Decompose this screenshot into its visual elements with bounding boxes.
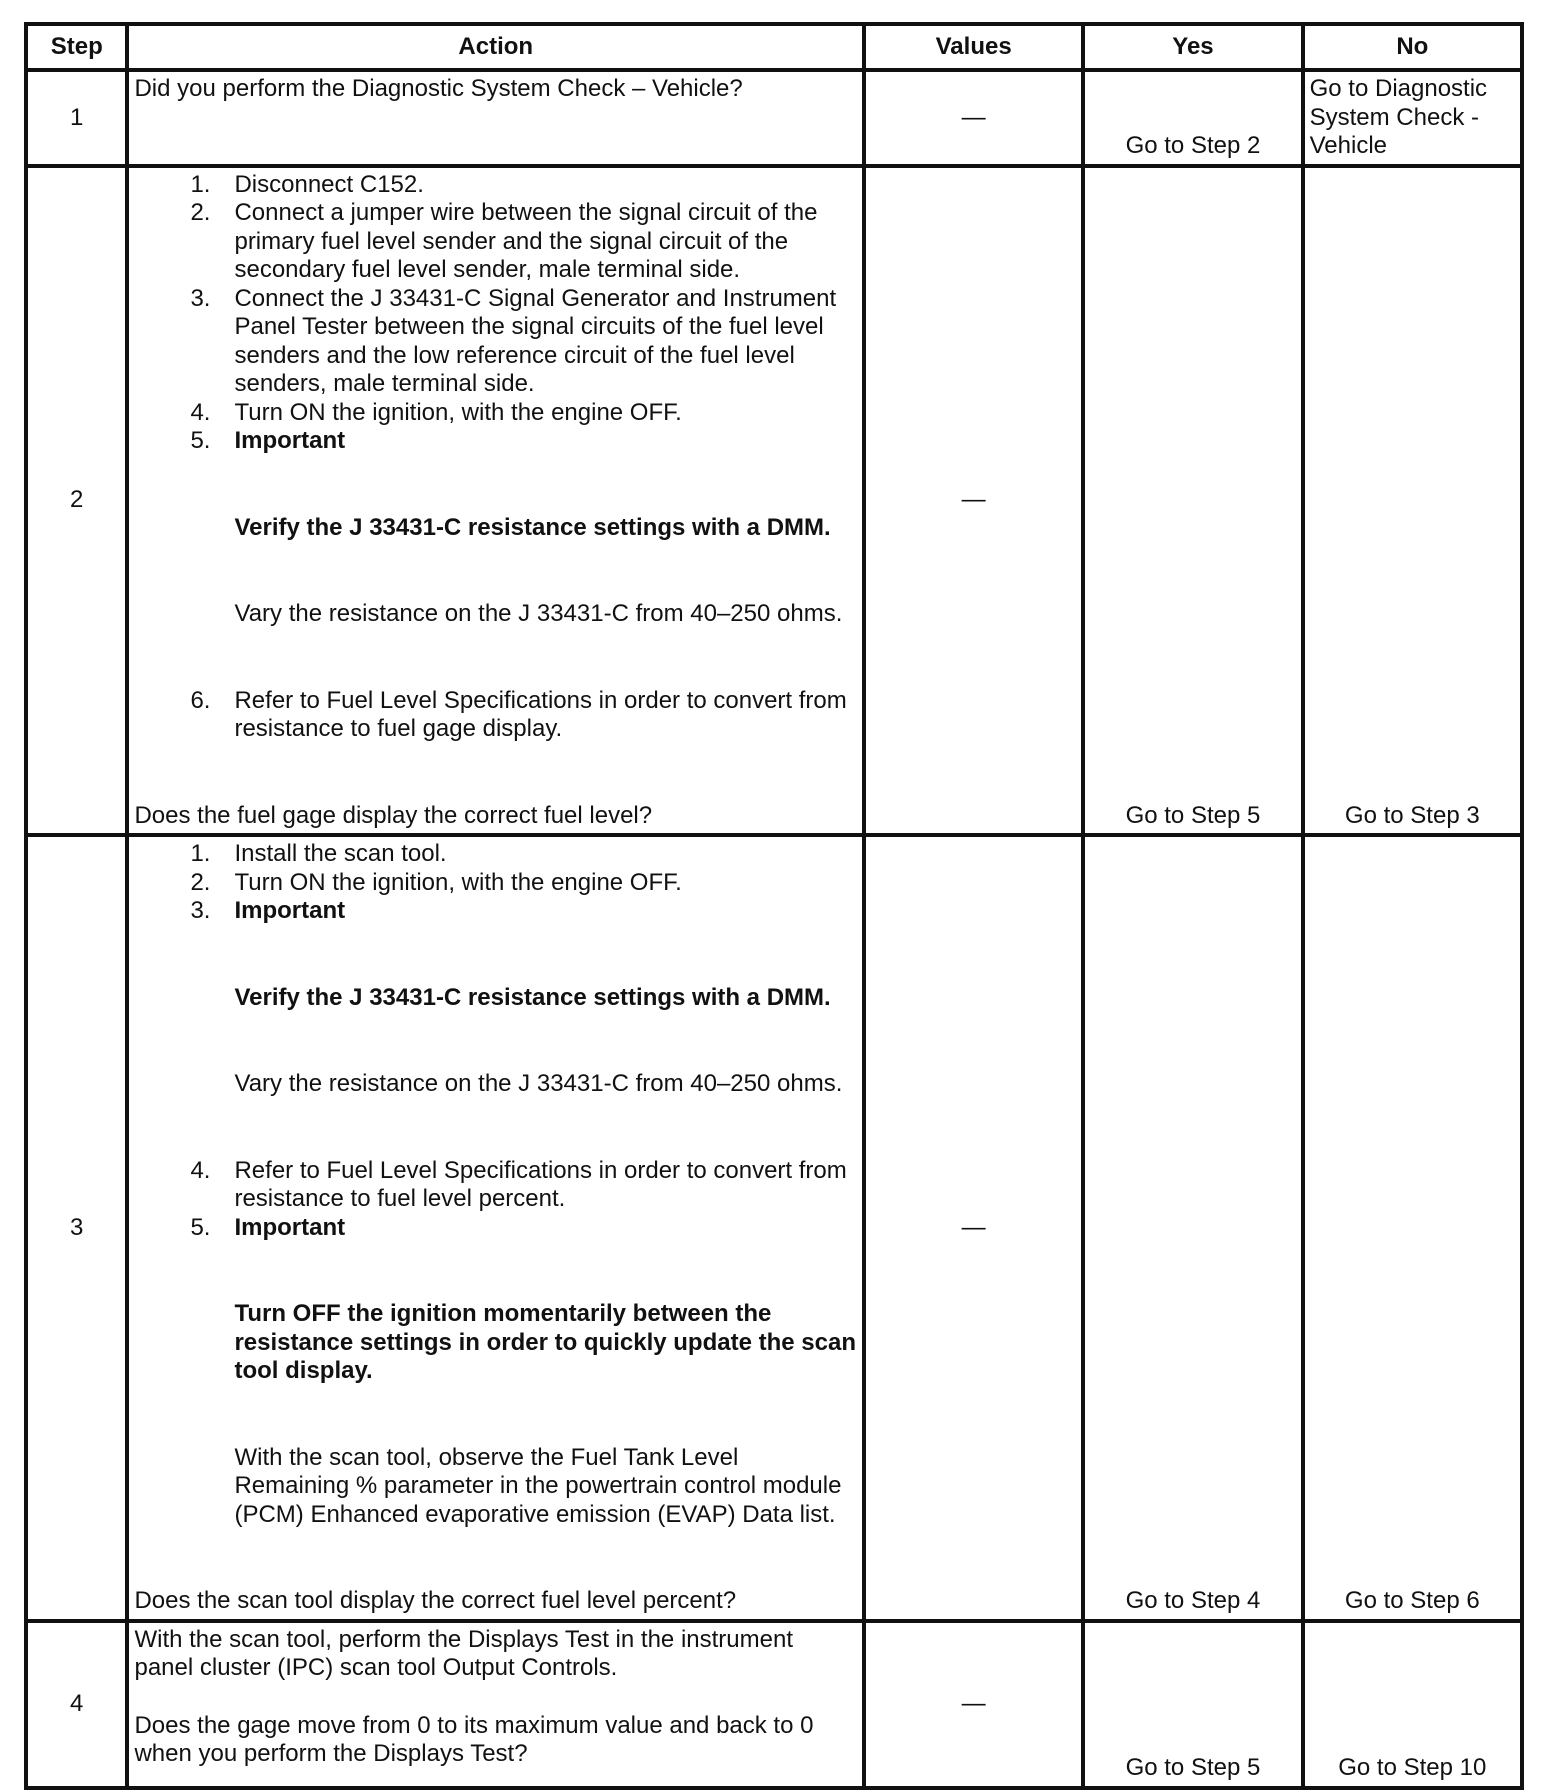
item-text: Turn ON the ignition, with the engine OFF. xyxy=(234,868,682,896)
item-text: Turn ON the ignition, with the engine OFF. xyxy=(234,398,682,426)
list-item xyxy=(134,1157,857,1214)
item-number: 3. xyxy=(190,897,211,924)
list-item xyxy=(134,687,857,744)
no-cell: Go to Step 10 xyxy=(1303,1621,1522,1788)
header-row xyxy=(26,24,1522,70)
item-number: 4. xyxy=(190,398,211,426)
action-cell xyxy=(127,166,864,836)
item-text: Refer to Fuel Level Specifications in order to convert from resistance to fuel gage display. xyxy=(234,686,847,742)
col-header-values: Values xyxy=(864,24,1083,70)
yes-cell: Go to Step 5 xyxy=(1083,1621,1302,1788)
col-header-no: No xyxy=(1303,24,1522,70)
step-number: 2 xyxy=(26,166,127,836)
item-number: 4. xyxy=(190,1156,211,1184)
yes-cell: Go to Step 5 xyxy=(1083,166,1302,836)
no-cell: Go to Diagnostic System Check - Vehicle xyxy=(1303,70,1522,166)
item-detail: Vary the resistance on the J 33431-C from 40–250 ohms. xyxy=(234,1070,843,1097)
item-number: 2. xyxy=(190,868,211,896)
no-cell: Go to Step 6 xyxy=(1303,835,1522,1621)
item-text: Connect the J 33431-C Signal Generator and Instrument Panel Tester between the signal circuits of the fuel level senders and the low reference circuit of the fuel level senders, male terminal side. xyxy=(234,284,837,397)
list-item xyxy=(134,285,857,399)
col-header-yes: Yes xyxy=(1083,24,1302,70)
yes-cell: Go to Step 2 xyxy=(1083,70,1302,166)
col-header-action: Action xyxy=(127,24,864,70)
action-text: Did you perform the Diagnostic System Check – Vehicle? xyxy=(134,75,743,102)
item-text: Disconnect C152. xyxy=(234,170,424,198)
action-cell xyxy=(127,835,864,1621)
values-cell: — xyxy=(864,70,1083,166)
question-text: Does the scan tool display the correct fuel level percent? xyxy=(134,1587,737,1614)
no-cell: Go to Step 3 xyxy=(1303,166,1522,836)
step-number: 3 xyxy=(26,835,127,1621)
item-number: 6. xyxy=(190,686,211,714)
list-item xyxy=(134,869,857,898)
action-cell xyxy=(127,1621,864,1788)
important-label: Important xyxy=(234,427,346,454)
item-number: 5. xyxy=(190,427,211,454)
item-number: 5. xyxy=(190,1213,211,1241)
item-detail: With the scan tool, observe the Fuel Tank Level Remaining % parameter in the powertrain control module (PCM) Enhanced evaporative emission (EVAP) Data list. xyxy=(234,1443,842,1528)
yes-cell: Go to Step 4 xyxy=(1083,835,1302,1621)
list-item xyxy=(134,399,857,428)
question-text: Does the gage move from 0 to its maximum value and back to 0 when you perform the Displays Test? xyxy=(134,1711,814,1767)
list-item xyxy=(134,171,857,200)
item-text: Connect a jumper wire between the signal circuit of the primary fuel level sender and the signal circuit of the secondary fuel level sender, male terminal side. xyxy=(234,199,818,283)
item-text: Refer to Fuel Level Specifications in order to convert from resistance to fuel level percent. xyxy=(234,1156,847,1212)
item-number: 1. xyxy=(190,840,211,867)
values-cell: — xyxy=(864,835,1083,1621)
step-number: 4 xyxy=(26,1621,127,1788)
list-item xyxy=(134,1214,857,1530)
list-item xyxy=(134,199,857,285)
important-label: Important xyxy=(234,1213,346,1241)
list-item xyxy=(134,427,857,687)
item-text: Install the scan tool. xyxy=(234,840,447,867)
important-label: Important xyxy=(234,897,346,924)
table-row-step-1 xyxy=(26,70,1522,166)
list-item xyxy=(134,897,857,1157)
important-note: Turn OFF the ignition momentarily between the resistance settings in order to quickly update the scan tool display. xyxy=(234,1300,856,1384)
question-text: Does the fuel gage display the correct fuel level? xyxy=(134,801,653,829)
action-cell xyxy=(127,70,864,166)
diagnostic-table xyxy=(24,22,1524,1790)
item-detail: Vary the resistance on the J 33431-C from 40–250 ohms. xyxy=(234,600,843,627)
table-row-step-3 xyxy=(26,835,1522,1621)
item-number: 1. xyxy=(190,170,211,198)
step-number: 1 xyxy=(26,70,127,166)
table-row-step-4 xyxy=(26,1621,1522,1788)
list-item xyxy=(134,840,857,869)
values-cell: — xyxy=(864,1621,1083,1788)
item-number: 3. xyxy=(190,284,211,312)
table-row-step-2 xyxy=(26,166,1522,836)
important-note: Verify the J 33431-C resistance settings with a DMM. xyxy=(234,513,831,541)
action-text: With the scan tool, perform the Displays Test in the instrument panel cluster (IPC) scan tool Output Controls. xyxy=(134,1625,793,1681)
item-number: 2. xyxy=(190,199,211,226)
values-cell: — xyxy=(864,166,1083,836)
col-header-step: Step xyxy=(26,24,127,70)
important-note: Verify the J 33431-C resistance settings with a DMM. xyxy=(234,983,831,1011)
